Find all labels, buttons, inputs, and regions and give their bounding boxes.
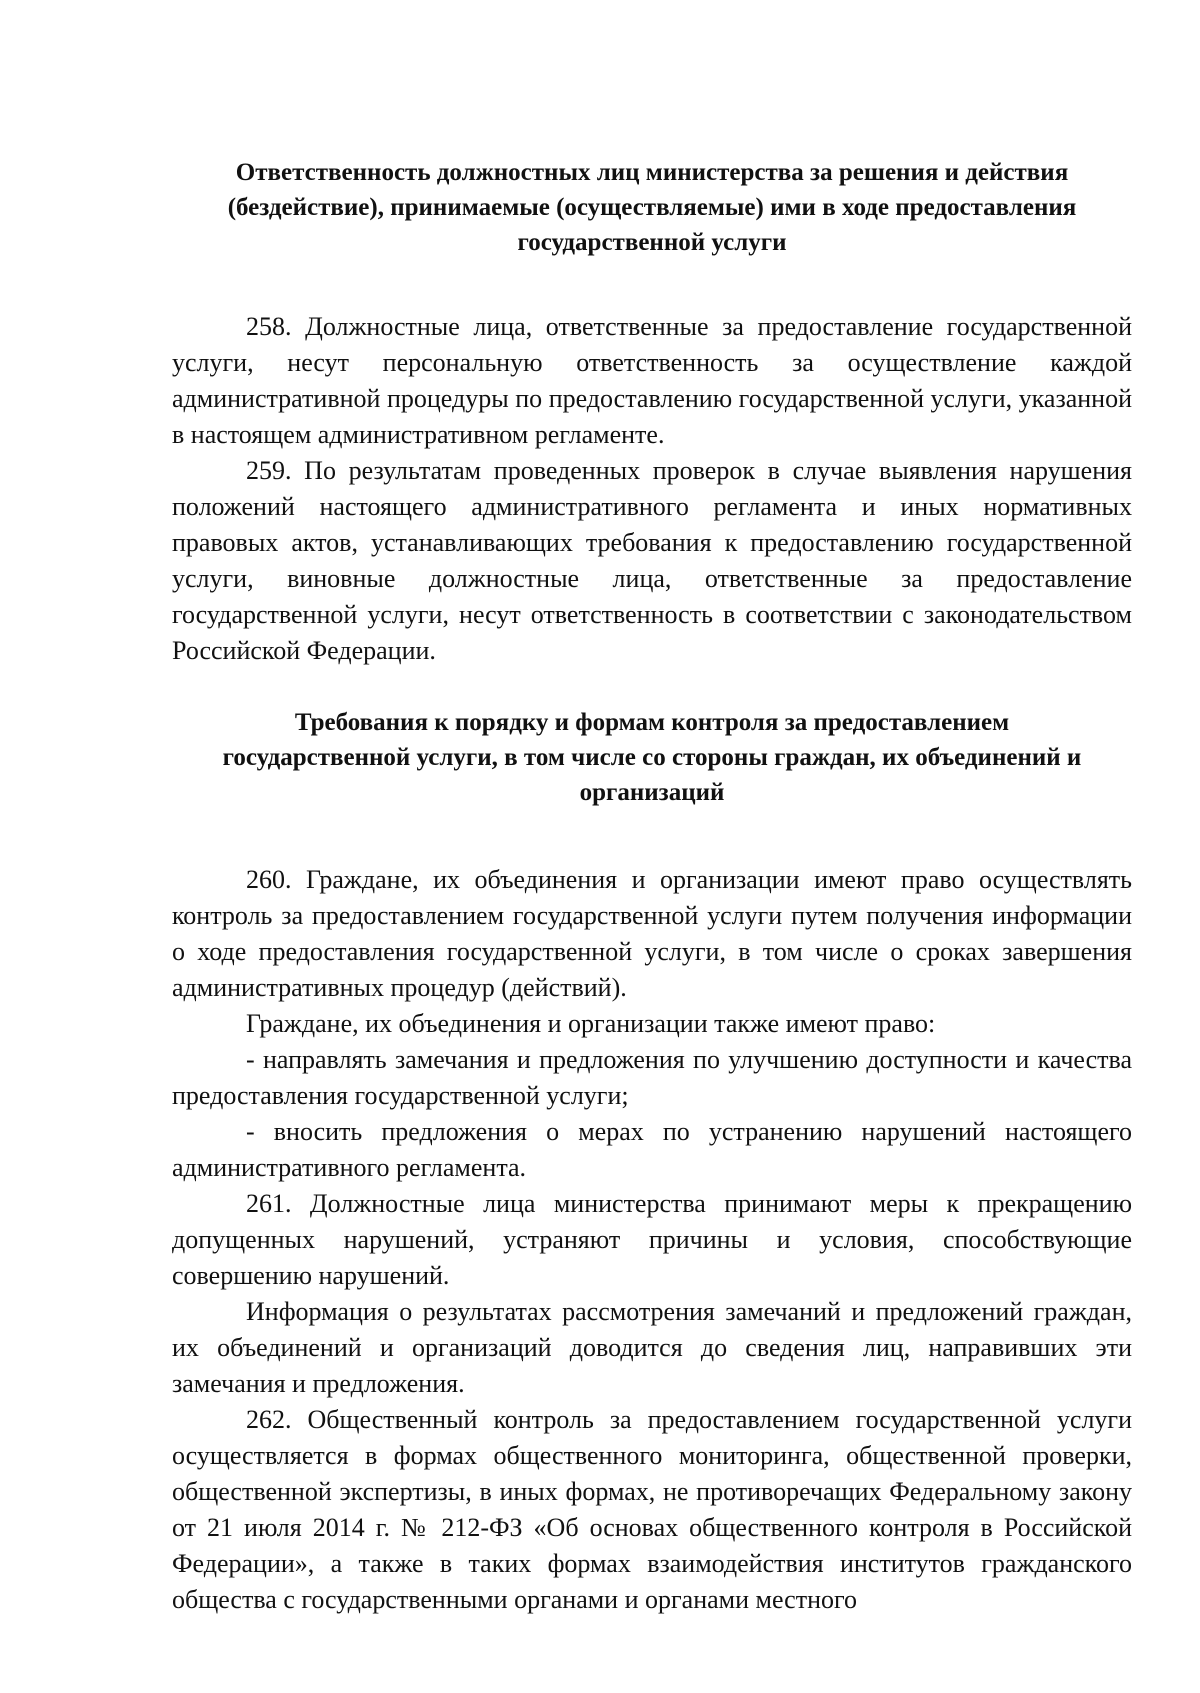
- paragraph-258: 258. Должностные лица, ответственные за предоставление государственной услуги, несут персональную ответственность за осуществление каждой административной процедуры по предоставлению государственной услуги, указанной в настоящем административном регламенте.: [172, 312, 1132, 449]
- paragraph-260: 260. Граждане, их объединения и организации имеют право осуществлять контроль за предоставлением государственной услуги путем получения информации о ходе предоставления государственной услуги, в том числе о сроках завершения административных процедур (действий).: [172, 865, 1132, 1002]
- paragraph-information: Информация о результатах рассмотрения замечаний и предложений граждан, их объединений и организаций доводится до сведения лиц, направивших эти замечания и предложения.: [172, 1297, 1132, 1398]
- list-item-proposals: - вносить предложения о мерах по устранению нарушений настоящего административного регламента.: [172, 1117, 1132, 1182]
- heading-line: государственной услуги, в том числе со стороны граждан, их объединений и: [222, 744, 1082, 771]
- list-item-remarks: - направлять замечания и предложения по улучшению доступности и качества предоставления государственной услуги;: [172, 1045, 1132, 1110]
- paragraph-259: 259. По результатам проведенных проверок в случае выявления нарушения положений настоящего административного регламента и иных нормативных правовых актов, устанавливающих требования к предоставлению государственной услуги, виновные должностные лица, ответственные за предоставление государственной услуги, несут ответственность в соответствии с законодательством Российской Федерации.: [172, 456, 1132, 665]
- paragraph-rights-intro: Граждане, их объединения и организации также имеют право:: [246, 1009, 936, 1038]
- section-body-control: [172, 862, 1132, 1618]
- heading-line: Требования к порядку и формам контроля за предоставлением: [294, 709, 1010, 736]
- section-body-responsibility: [172, 309, 1132, 669]
- paragraph-262: 262. Общественный контроль за предоставлением государственной услуги осуществляется в формах общественного мониторинга, общественной проверки, общественной экспертизы, в иных формах, не противоречащих Федеральному закону от 21 июля 2014 г. № 212-ФЗ «Об основах общественного контроля в Российской Федерации», а также в таких формах взаимодействия институтов гражданского общества с государственными органами и органами местного: [172, 1405, 1132, 1614]
- heading-line: организаций: [579, 779, 725, 806]
- section-heading-control: [172, 705, 1132, 810]
- heading-line: Ответственность должностных лиц министерства за решения и действия: [235, 159, 1069, 186]
- heading-line: государственной услуги: [517, 229, 787, 256]
- paragraph-261: 261. Должностные лица министерства принимают меры к прекращению допущенных нарушений, устраняют причины и условия, способствующие совершению нарушений.: [172, 1189, 1132, 1290]
- heading-line: (бездействие), принимаемые (осуществляемые) ими в ходе предоставления: [227, 194, 1077, 221]
- section-heading-responsibility: [172, 155, 1132, 260]
